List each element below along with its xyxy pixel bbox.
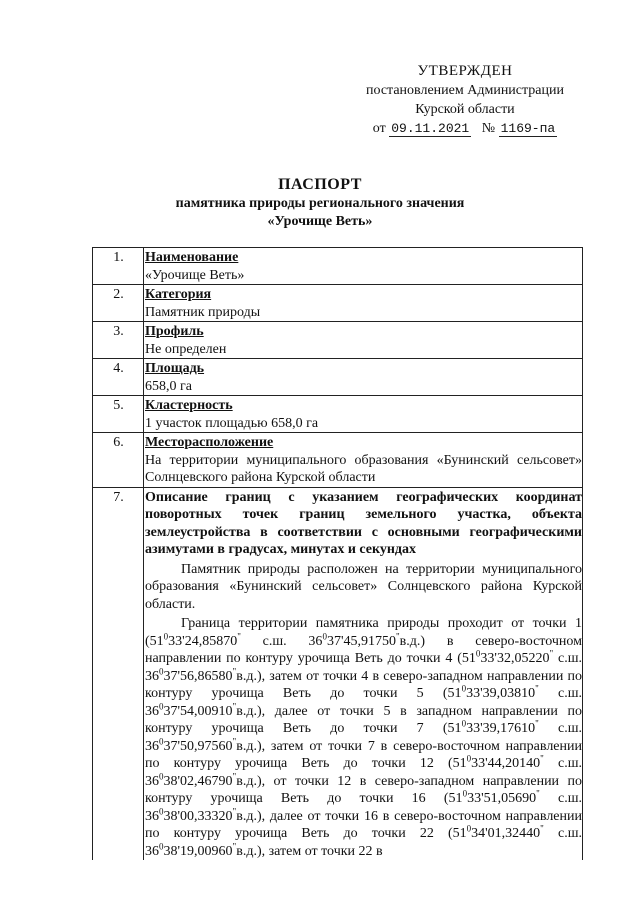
title-subtitle: памятника природы регионального значения [175,196,465,211]
row-number: 1. [93,248,144,285]
row-heading: Месторасположение [145,435,274,450]
table-row [93,487,583,860]
row-number: 3. [93,322,144,359]
date-prefix: от [372,121,386,136]
title-name: «Урочище Веть» [267,214,373,229]
row-number: 7. [93,487,144,860]
row-heading: Профиль [145,324,204,339]
table-row [93,248,583,285]
approval-line-1: постановлением Администрации [366,83,564,98]
document-title [0,175,640,231]
approval-heading: УТВЕРЖДЕН [417,63,513,79]
table-row [93,359,583,396]
table-row [93,396,583,433]
approval-number: 1169-па [500,121,556,136]
row-heading: Кластерность [145,398,233,413]
boundary-location-paragraph: Памятник природы расположен на территории муниципального образования «Бунинский сельсовет» Солнцевского района Курской области. [145,561,582,612]
row-value: Не определен [145,341,227,357]
row-heading: Категория [145,287,212,302]
row-number: 5. [93,396,144,433]
row-number: 4. [93,359,144,396]
table-row [93,322,583,359]
boundary-description-paragraph: Граница территории памятника природы проходит от точки 1 ($51^033'24,85870^"$ с.ш. $36^037'45,91750^"в.д$.) в северо-восточном направлении по контуру урочища Веть до точки 4 ($51^033'32,05220^"$ с.ш. $36^037'56,86580^"в.д$.), затем от точки 4 в северо-западном направлении по контуру урочища Веть до точки 5 ($51^033'39,03810^"$ с.ш. $36^037'54,00910^"в.д$.), далее от точки 5 в западном направлении по контуру урочища Веть до точки 7 ($51^033'39,17610^"$ с.ш. $36^037'50,97560^"в.д$.), затем от точки 7 в северо-восточном направлении по контуру урочища Веть до точки 12 ($51^033'44,20140^"$ с.ш. $36^038'02,46790^"в.д$.), от точки 12 в северо-западном направлении по контуру урочища Веть до точки 16 ($51^033'51,05690^"$ с.ш. $36^038'00,33320^"в.д$.), далее от точки 16 в северо-восточном направлении по контуру урочища Веть до точки 22 ($51^034'01,32440^"$ с.ш. $36^038'19,00960^"в.д$.), затем от точки 22 в [145,616,582,859]
row-value: «Урочище Веть» [145,267,245,283]
title-main: ПАСПОРТ [278,176,362,193]
table-row [93,433,583,488]
approval-block [345,62,585,138]
row-heading: Описание границ с указанием географических координат поворотных точек границ земельного участка, объекта землеустройства в соответствии с основными географическими азимутами в градусах, минутах и секундах [145,489,582,557]
passport-table [92,247,583,860]
approval-date: 09.11.2021 [391,121,470,136]
row-heading: Площадь [145,361,205,376]
row-value: 658,0 га [145,378,192,394]
row-value: Памятник природы [145,304,261,320]
row-heading: Наименование [145,250,239,265]
approval-line-2: Курской области [415,102,515,117]
row-value: 1 участок площадью 658,0 га [145,415,319,431]
approval-date-line [345,119,585,138]
table-row [93,285,583,322]
row-number: 2. [93,285,144,322]
number-prefix: № [481,121,496,136]
row-value: На территории муниципального образования «Бунинский сельсовет» Солнцевского района Курской области [145,452,582,485]
row-number: 6. [93,433,144,488]
